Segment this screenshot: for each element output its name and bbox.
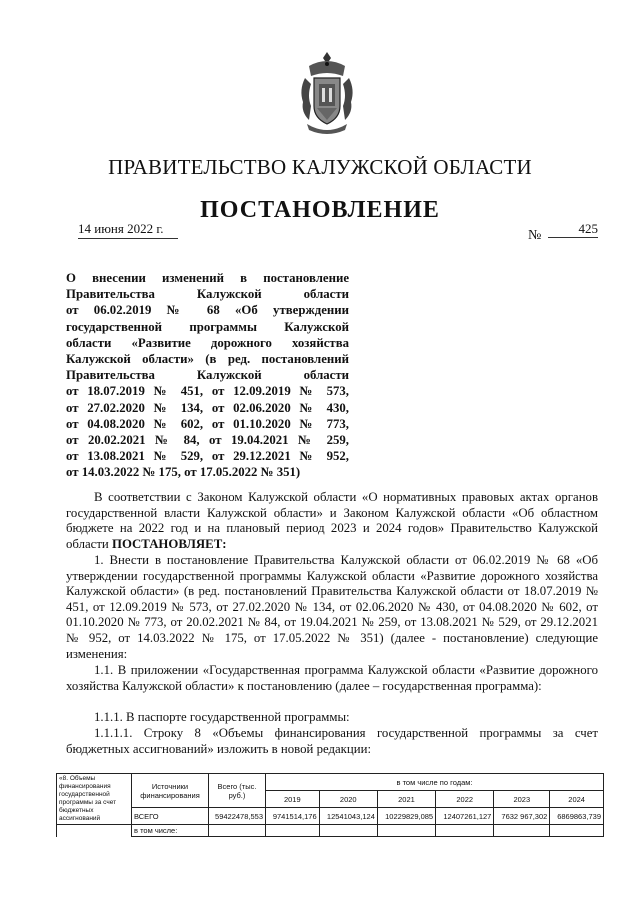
table-cell bbox=[377, 825, 435, 837]
subject-line: от 04.08.2020 № 602, от 01.10.2020 № 773, bbox=[66, 416, 349, 431]
table-cell bbox=[266, 825, 320, 837]
table-cell bbox=[319, 825, 377, 837]
body-paragraph-preamble bbox=[66, 490, 598, 552]
document-subject bbox=[66, 270, 349, 481]
year-header: 2021 bbox=[377, 791, 435, 808]
table-cell: 10229829,085 bbox=[377, 808, 435, 825]
table-cell bbox=[550, 825, 604, 837]
subject-line: Калужской области» (в ред. постановлений bbox=[66, 352, 349, 367]
paragraph-1-1-1-text: 1.1.1. В паспорте государственной программы: bbox=[94, 710, 350, 724]
table-row-label: «8. Объемы финансирования государственной программы за счет бюджетных ассигнований bbox=[57, 774, 132, 825]
year-header: 2020 bbox=[319, 791, 377, 808]
coat-of-arms-emblem bbox=[297, 50, 357, 136]
subject-line: О внесении изменений в постановление bbox=[66, 271, 349, 285]
year-header: 2024 bbox=[550, 791, 604, 808]
subject-line: государственной программы Калужской bbox=[66, 319, 349, 334]
table-cell bbox=[436, 825, 494, 837]
document-date: 14 июня 2022 г. bbox=[78, 221, 178, 239]
column-header-source: Источники финансирования bbox=[132, 774, 209, 808]
row-total-sum: 59422478,553 bbox=[209, 808, 266, 825]
row-total-label: ВСЕГО bbox=[132, 808, 209, 825]
column-header-total: Всего (тыс. руб.) bbox=[209, 774, 266, 808]
subject-line: от 18.07.2019 № 451, от 12.09.2019 № 573, bbox=[66, 384, 349, 399]
body-paragraph-1-1 bbox=[66, 663, 598, 694]
decree-keyword: ПОСТАНОВЛЯЕТ: bbox=[111, 536, 227, 551]
subject-line: Правительства Калужской области bbox=[66, 287, 349, 302]
table-cell: 6869863,739 bbox=[550, 808, 604, 825]
government-title: ПРАВИТЕЛЬСТВО КАЛУЖСКОЙ ОБЛАСТИ bbox=[108, 155, 532, 179]
year-header: 2023 bbox=[494, 791, 550, 808]
paragraph-1-1-1-1-text: 1.1.1.1. Строку 8 «Объемы финансирования государственной программы за счет бюджетных ассигнований» изложить в новой редакции: bbox=[66, 726, 598, 756]
table-cell bbox=[494, 825, 550, 837]
table-cell: 12541043,124 bbox=[319, 808, 377, 825]
body-paragraph-1 bbox=[66, 553, 598, 662]
subject-line: Правительства Калужской области bbox=[66, 368, 349, 383]
table-cell: 12407261,127 bbox=[436, 808, 494, 825]
subject-line: от 20.02.2021 № 84, от 19.04.2021 № 259, bbox=[66, 433, 349, 448]
table-cell bbox=[209, 825, 266, 837]
subject-line: от 13.08.2021 № 529, от 29.12.2021 № 952, bbox=[66, 449, 349, 464]
column-header-by-year: в том числе по годам: bbox=[266, 774, 604, 791]
table-cell bbox=[57, 825, 132, 837]
paragraph-1-1-text: 1.1. В приложении «Государственная программа Калужской области «Развитие дорожного хозяйства Калужской области» к постановлению (далее – государственная программа): bbox=[66, 663, 598, 693]
subject-line: от 27.02.2020 № 134, от 02.06.2020 № 430, bbox=[66, 400, 349, 415]
table-cell: 7632 967,302 bbox=[494, 808, 550, 825]
subject-line: области «Развитие дорожного хозяйства bbox=[66, 335, 349, 350]
paragraph-1-text: 1. Внести в постановление Правительства Калужской области от 06.02.2019 № 68 «Об утверждении государственной программы Калужской области «Развитие дорожного хозяйства Калужской области» (в ред. постановлений Правительства Калужской области от 18.07.2019 № 451, от 12.09.2019 № 573, от 27.02.2020 № 134, от 02.06.2020 № 430, от 04.08.2020 № 602, от 01.10.2020 № 773, от 20.02.2021 № 84, от 19.04.2021 № 259, от 13.08.2021 № 529, от 29.12.2021 № 952, от 14.03.2022 № 175, от 17.05.2022 № 351) (далее - постановление) следующие изменения: bbox=[66, 553, 598, 661]
year-header: 2022 bbox=[436, 791, 494, 808]
document-type-title: ПОСТАНОВЛЕНИЕ bbox=[200, 197, 440, 223]
subject-line: от 14.03.2022 № 175, от 17.05.2022 № 351) bbox=[66, 465, 301, 480]
preamble-text: В соответствии с Законом Калужской области «О нормативных правовых актах органов государственной власти Калужской области» и Законом Калужской области «Об областном бюджете на 2022 год и на плановый период 2023 и 2024 годов» Правительство Калужской области bbox=[66, 490, 598, 551]
body-paragraph-1-1-1-1 bbox=[66, 726, 598, 757]
table-cell: 9741514,176 bbox=[266, 808, 320, 825]
body-paragraph-1-1-1 bbox=[66, 710, 598, 726]
document-number: 425 bbox=[548, 221, 598, 238]
year-header: 2019 bbox=[266, 791, 320, 808]
financing-table bbox=[56, 773, 604, 837]
row-incl-label: в том числе: bbox=[132, 825, 209, 837]
document-number-label: № bbox=[528, 228, 542, 243]
table-row bbox=[57, 825, 604, 837]
subject-line: от 06.02.2019 № 68 «Об утверждении bbox=[66, 303, 349, 318]
table-row bbox=[57, 808, 604, 825]
